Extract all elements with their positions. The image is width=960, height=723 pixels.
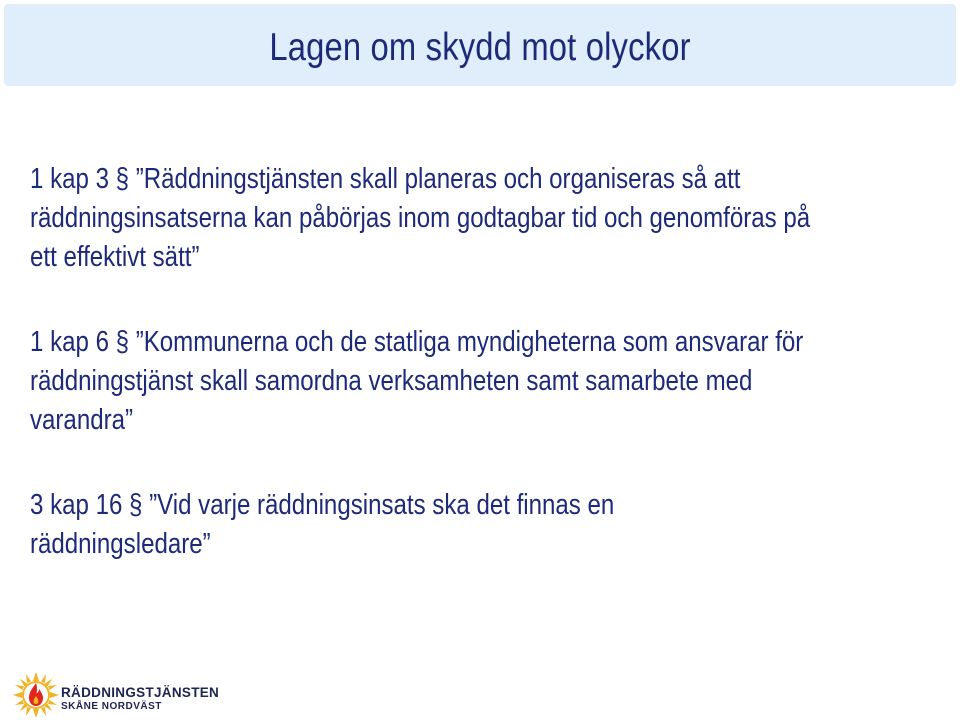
logo-name: RÄDDNINGSTJÄNSTEN xyxy=(61,685,220,700)
paragraph-1-kap-3 xyxy=(30,160,910,277)
fire-emblem-icon xyxy=(12,671,60,719)
paragraph-line: 1 kap 3 § ”Räddningstjänsten skall planeras och organiseras så att xyxy=(30,163,741,195)
paragraph-line: 3 kap 16 § ”Vid varje räddningsinsats ska det finnas en xyxy=(30,489,615,521)
slide-body xyxy=(30,160,910,564)
organization-logo xyxy=(12,671,272,719)
logo-subtitle: SKÅNE NORDVÄST xyxy=(61,701,162,712)
paragraph-line: 1 kap 6 § ”Kommunerna och de statliga myndigheterna som ansvarar för xyxy=(30,326,804,358)
paragraph-line: räddningstjänst skall samordna verksamheten samt samarbete med xyxy=(30,365,753,397)
paragraph-1-kap-6 xyxy=(30,323,910,440)
slide-title: Lagen om skydd mot olyckor xyxy=(269,26,691,69)
paragraph-line: varandra” xyxy=(30,404,134,436)
title-bar xyxy=(4,4,956,86)
paragraph-line: ett effektivt sätt” xyxy=(30,241,200,273)
paragraph-line: räddningsledare” xyxy=(30,528,211,560)
paragraph-line: räddningsinsatserna kan påbörjas inom godtagbar tid och genomföras på xyxy=(30,202,811,234)
paragraph-3-kap-16 xyxy=(30,486,910,564)
